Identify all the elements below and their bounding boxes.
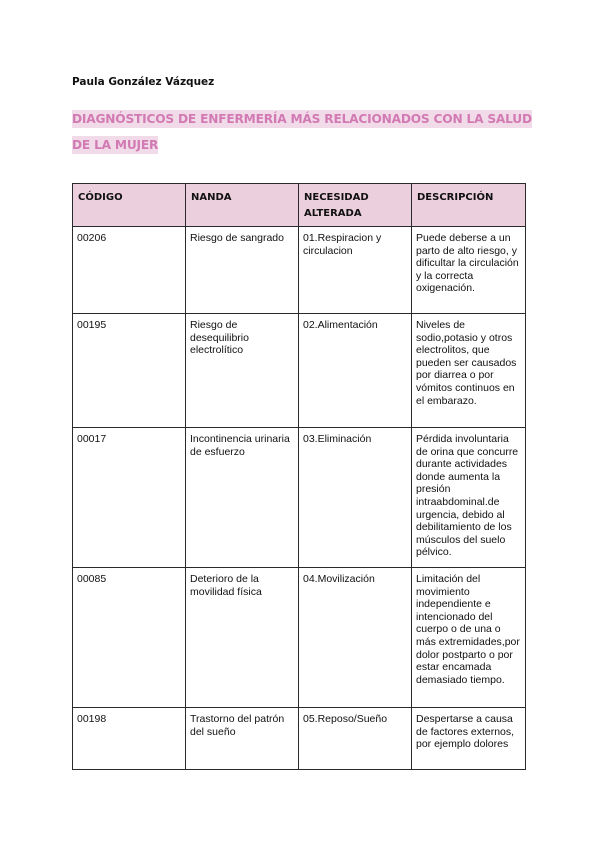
document-title bbox=[72, 106, 532, 158]
cell-descripcion: Limitación del movimiento independiente e intencionado del cuerpo o de una o más extremidades,por dolor postparto o por estar encamada demasiado tiempo. bbox=[412, 568, 526, 708]
cell-code: 00017 bbox=[73, 428, 186, 568]
cell-necesidad: 04.Movilización bbox=[299, 568, 412, 708]
header-necesidad: NECESIDAD ALTERADA bbox=[299, 184, 412, 227]
cell-code: 00195 bbox=[73, 314, 186, 428]
table-row bbox=[73, 708, 526, 770]
cell-necesidad: 03.Eliminación bbox=[299, 428, 412, 568]
header-codigo: CÓDIGO bbox=[73, 184, 186, 227]
cell-descripcion: Puede deberse a un parto de alto riesgo, y dificultar la circulación y la correcta oxigenación. bbox=[412, 227, 526, 314]
cell-code: 00206 bbox=[73, 227, 186, 314]
cell-necesidad: 02.Alimentación bbox=[299, 314, 412, 428]
header-nanda: NANDA bbox=[186, 184, 299, 227]
cell-nanda: Incontinencia urinaria de esfuerzo bbox=[186, 428, 299, 568]
table-row bbox=[73, 568, 526, 708]
cell-nanda: Riesgo de desequilibrio electrolítico bbox=[186, 314, 299, 428]
cell-code: 00085 bbox=[73, 568, 186, 708]
header-descripcion: DESCRIPCIÓN bbox=[412, 184, 526, 227]
cell-descripcion: Pérdida involuntaria de orina que concurre durante actividades donde aumenta la presión intraabdominal.de urgencia, debido al debilitamiento de los músculos del suelo pélvico. bbox=[412, 428, 526, 568]
title-line-1: DIAGNÓSTICOS DE ENFERMERÍA MÁS RELACIONADOS CON LA SALUD bbox=[72, 112, 532, 126]
table-row bbox=[73, 227, 526, 314]
cell-nanda: Deterioro de la movilidad física bbox=[186, 568, 299, 708]
cell-necesidad: 05.Reposo/Sueño bbox=[299, 708, 412, 770]
author-name: Paula González Vázquez bbox=[72, 76, 215, 88]
cell-nanda: Riesgo de sangrado bbox=[186, 227, 299, 314]
nanda-table bbox=[72, 183, 526, 770]
cell-necesidad: 01.Respiracion y circulacion bbox=[299, 227, 412, 314]
cell-nanda: Trastorno del patrón del sueño bbox=[186, 708, 299, 770]
table-row bbox=[73, 314, 526, 428]
table-header-row bbox=[73, 184, 526, 227]
cell-code: 00198 bbox=[73, 708, 186, 770]
table-row bbox=[73, 428, 526, 568]
title-line-2: DE LA MUJER bbox=[72, 138, 159, 152]
cell-descripcion: Niveles de sodio,potasio y otros electrolitos, que pueden ser causados por diarrea o por vómitos continuos en el embarazo. bbox=[412, 314, 526, 428]
cell-descripcion: Despertarse a causa de factores externos, por ejemplo dolores bbox=[412, 708, 526, 770]
